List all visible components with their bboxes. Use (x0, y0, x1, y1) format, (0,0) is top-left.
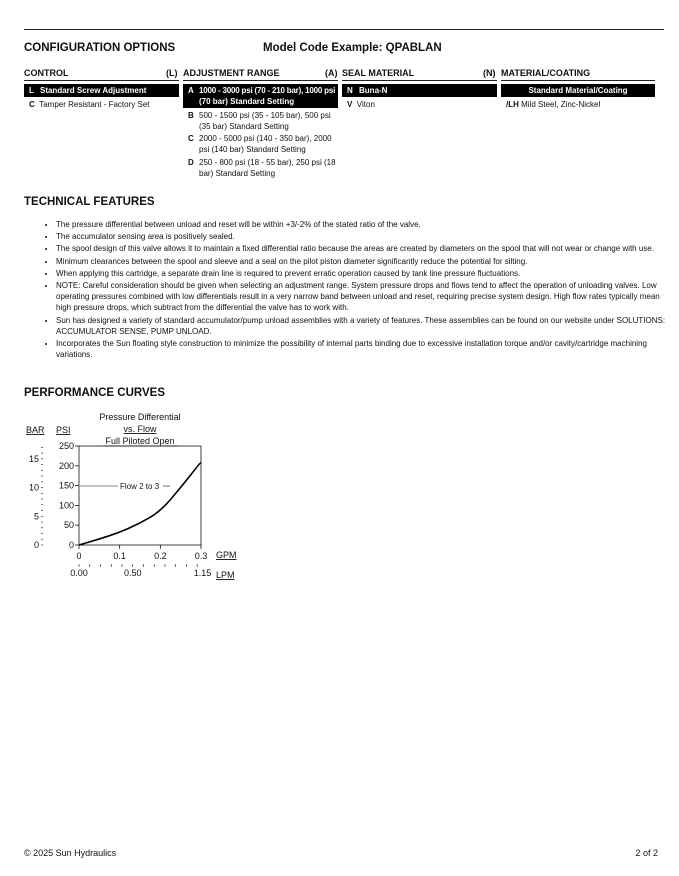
feature-item: • NOTE: Careful consideration should be given when selecting an adjustment range. System pressure drops and flows tend to affect the operation of unloading valves. Low operating pressures combined with low differentials result in a very narrow band between unload and reset, requiring precise system design. High flow rates typically mean high pressure drops, which subtract from the differential the valve has to work with. (56, 280, 666, 314)
feature-item: • When applying this cartridge, a separate drain line is required to prevent erratic operation caused by tank line pressure fluctuations. (56, 268, 666, 279)
bar-tick-label: 5 (33, 511, 39, 522)
series-label: Flow 2 to 3 (120, 482, 160, 491)
column-header-adjustment-range: ADJUSTMENT RANGE (183, 68, 280, 78)
feature-item: • The accumulator sensing area is positively sealed. (56, 231, 666, 242)
gpm-tick-label: 0 (76, 551, 82, 561)
chart-marks (29, 441, 211, 578)
chart-title-line-2: vs. Flow (123, 424, 157, 434)
seal-option-v: V Viton (347, 100, 375, 109)
column-rule-adjustment (183, 80, 338, 81)
chart-title-line-3: Full Piloted Open (105, 436, 175, 446)
gpm-tick-label: 0.1 (113, 551, 126, 561)
adjustment-option-d: D 250 - 800 psi (18 - 55 bar), 250 psi (18 bar) Standard Setting (188, 158, 336, 178)
plot-area (79, 446, 201, 545)
performance-chart (0, 400, 300, 590)
column-header-seal-material: SEAL MATERIAL (342, 68, 415, 78)
bar-tick-label: 15 (28, 453, 39, 464)
coating-default-bar: Standard Material/Coating (501, 84, 655, 97)
coating-option-lh: /LH Mild Steel, Zinc-Nickel (506, 100, 601, 109)
seal-default-bar: N Buna-N (342, 84, 497, 97)
y-unit-bar: BAR (26, 425, 45, 435)
technical-features-list (40, 219, 666, 361)
control-option-c: C Tamper Resistant - Factory Set (29, 100, 150, 109)
feature-item: • Minimum clearances between the spool and sleeve and a seal on the pilot piston diameter significantly reduce the potential for silting. (56, 256, 666, 267)
column-code-adjustment: (A) (325, 68, 338, 78)
column-header-control: CONTROL (24, 68, 69, 78)
adjustment-default-bar: A 1000 - 3000 psi (70 - 210 bar), 1000 psi (70 bar) Standard Setting (183, 84, 338, 108)
configuration-options-heading: CONFIGURATION OPTIONS (24, 42, 176, 54)
x-unit-gpm: GPM (216, 550, 237, 560)
column-rule-seal (342, 80, 497, 81)
top-rule (24, 29, 664, 30)
feature-item: • The pressure differential between unload and reset will be within +3/-2% of the stated ratio of the valve. (56, 219, 666, 230)
column-code-control: (L) (166, 68, 178, 78)
lpm-tick-label: 0.00 (70, 568, 88, 578)
column-code-seal: (N) (483, 68, 496, 78)
feature-item: • Incorporates the Sun floating style construction to minimize the possibility of internal parts binding due to excessive installation torque and/or cavity/cartridge machining variations. (56, 338, 666, 360)
adjustment-option-c: C 2000 - 5000 psi (140 - 350 bar), 2000 psi (140 bar) Standard Setting (188, 134, 332, 154)
lpm-tick-label: 1.15 (193, 568, 212, 578)
performance-curves-heading: PERFORMANCE CURVES (24, 387, 165, 399)
control-default-bar: L Standard Screw Adjustment (24, 84, 179, 97)
gpm-tick-label: 0.3 (194, 551, 208, 561)
adjustment-option-b: B 500 - 1500 psi (35 - 105 bar), 500 psi (35 bar) Standard Setting (188, 111, 331, 131)
bar-tick-label: 0 (33, 540, 39, 550)
chart-title-line-1: Pressure Differential (99, 412, 181, 422)
column-rule-coating (501, 80, 655, 81)
y-unit-psi: PSI (56, 425, 71, 435)
feature-item: • The spool design of this valve allows it to maintain a fixed differential ratio because the areas are created by diameters on the spool that will not wear or change with use. (56, 243, 666, 254)
model-code-example: Model Code Example: QPABLAN (263, 42, 442, 54)
copyright-text: © 2025 Sun Hydraulics (24, 848, 117, 858)
lpm-tick-label: 0.50 (123, 568, 142, 578)
psi-tick-label: 150 (58, 480, 74, 491)
psi-tick-label: 250 (58, 441, 74, 451)
gpm-tick-label: 0.2 (154, 551, 167, 561)
x-unit-lpm: LPM (216, 570, 235, 580)
page-number: 2 of 2 (635, 848, 658, 858)
technical-features-heading: TECHNICAL FEATURES (24, 196, 155, 208)
feature-item: • Sun has designed a variety of standard accumulator/pump unload assemblies with a variety of features. These assemblies can be found on our website under SOLUTIONS: ACCUMULATOR SENSE, PUMP UNLOAD. (56, 315, 666, 337)
column-header-material-coating: MATERIAL/COATING (501, 68, 591, 78)
series-line-flow-2-to-3 (79, 462, 201, 545)
psi-tick-label: 200 (58, 460, 74, 471)
bar-tick-label: 10 (28, 482, 39, 493)
psi-tick-label: 0 (68, 540, 74, 550)
column-rule-control (24, 80, 179, 81)
psi-tick-label: 50 (63, 520, 74, 531)
psi-tick-label: 100 (58, 500, 74, 511)
